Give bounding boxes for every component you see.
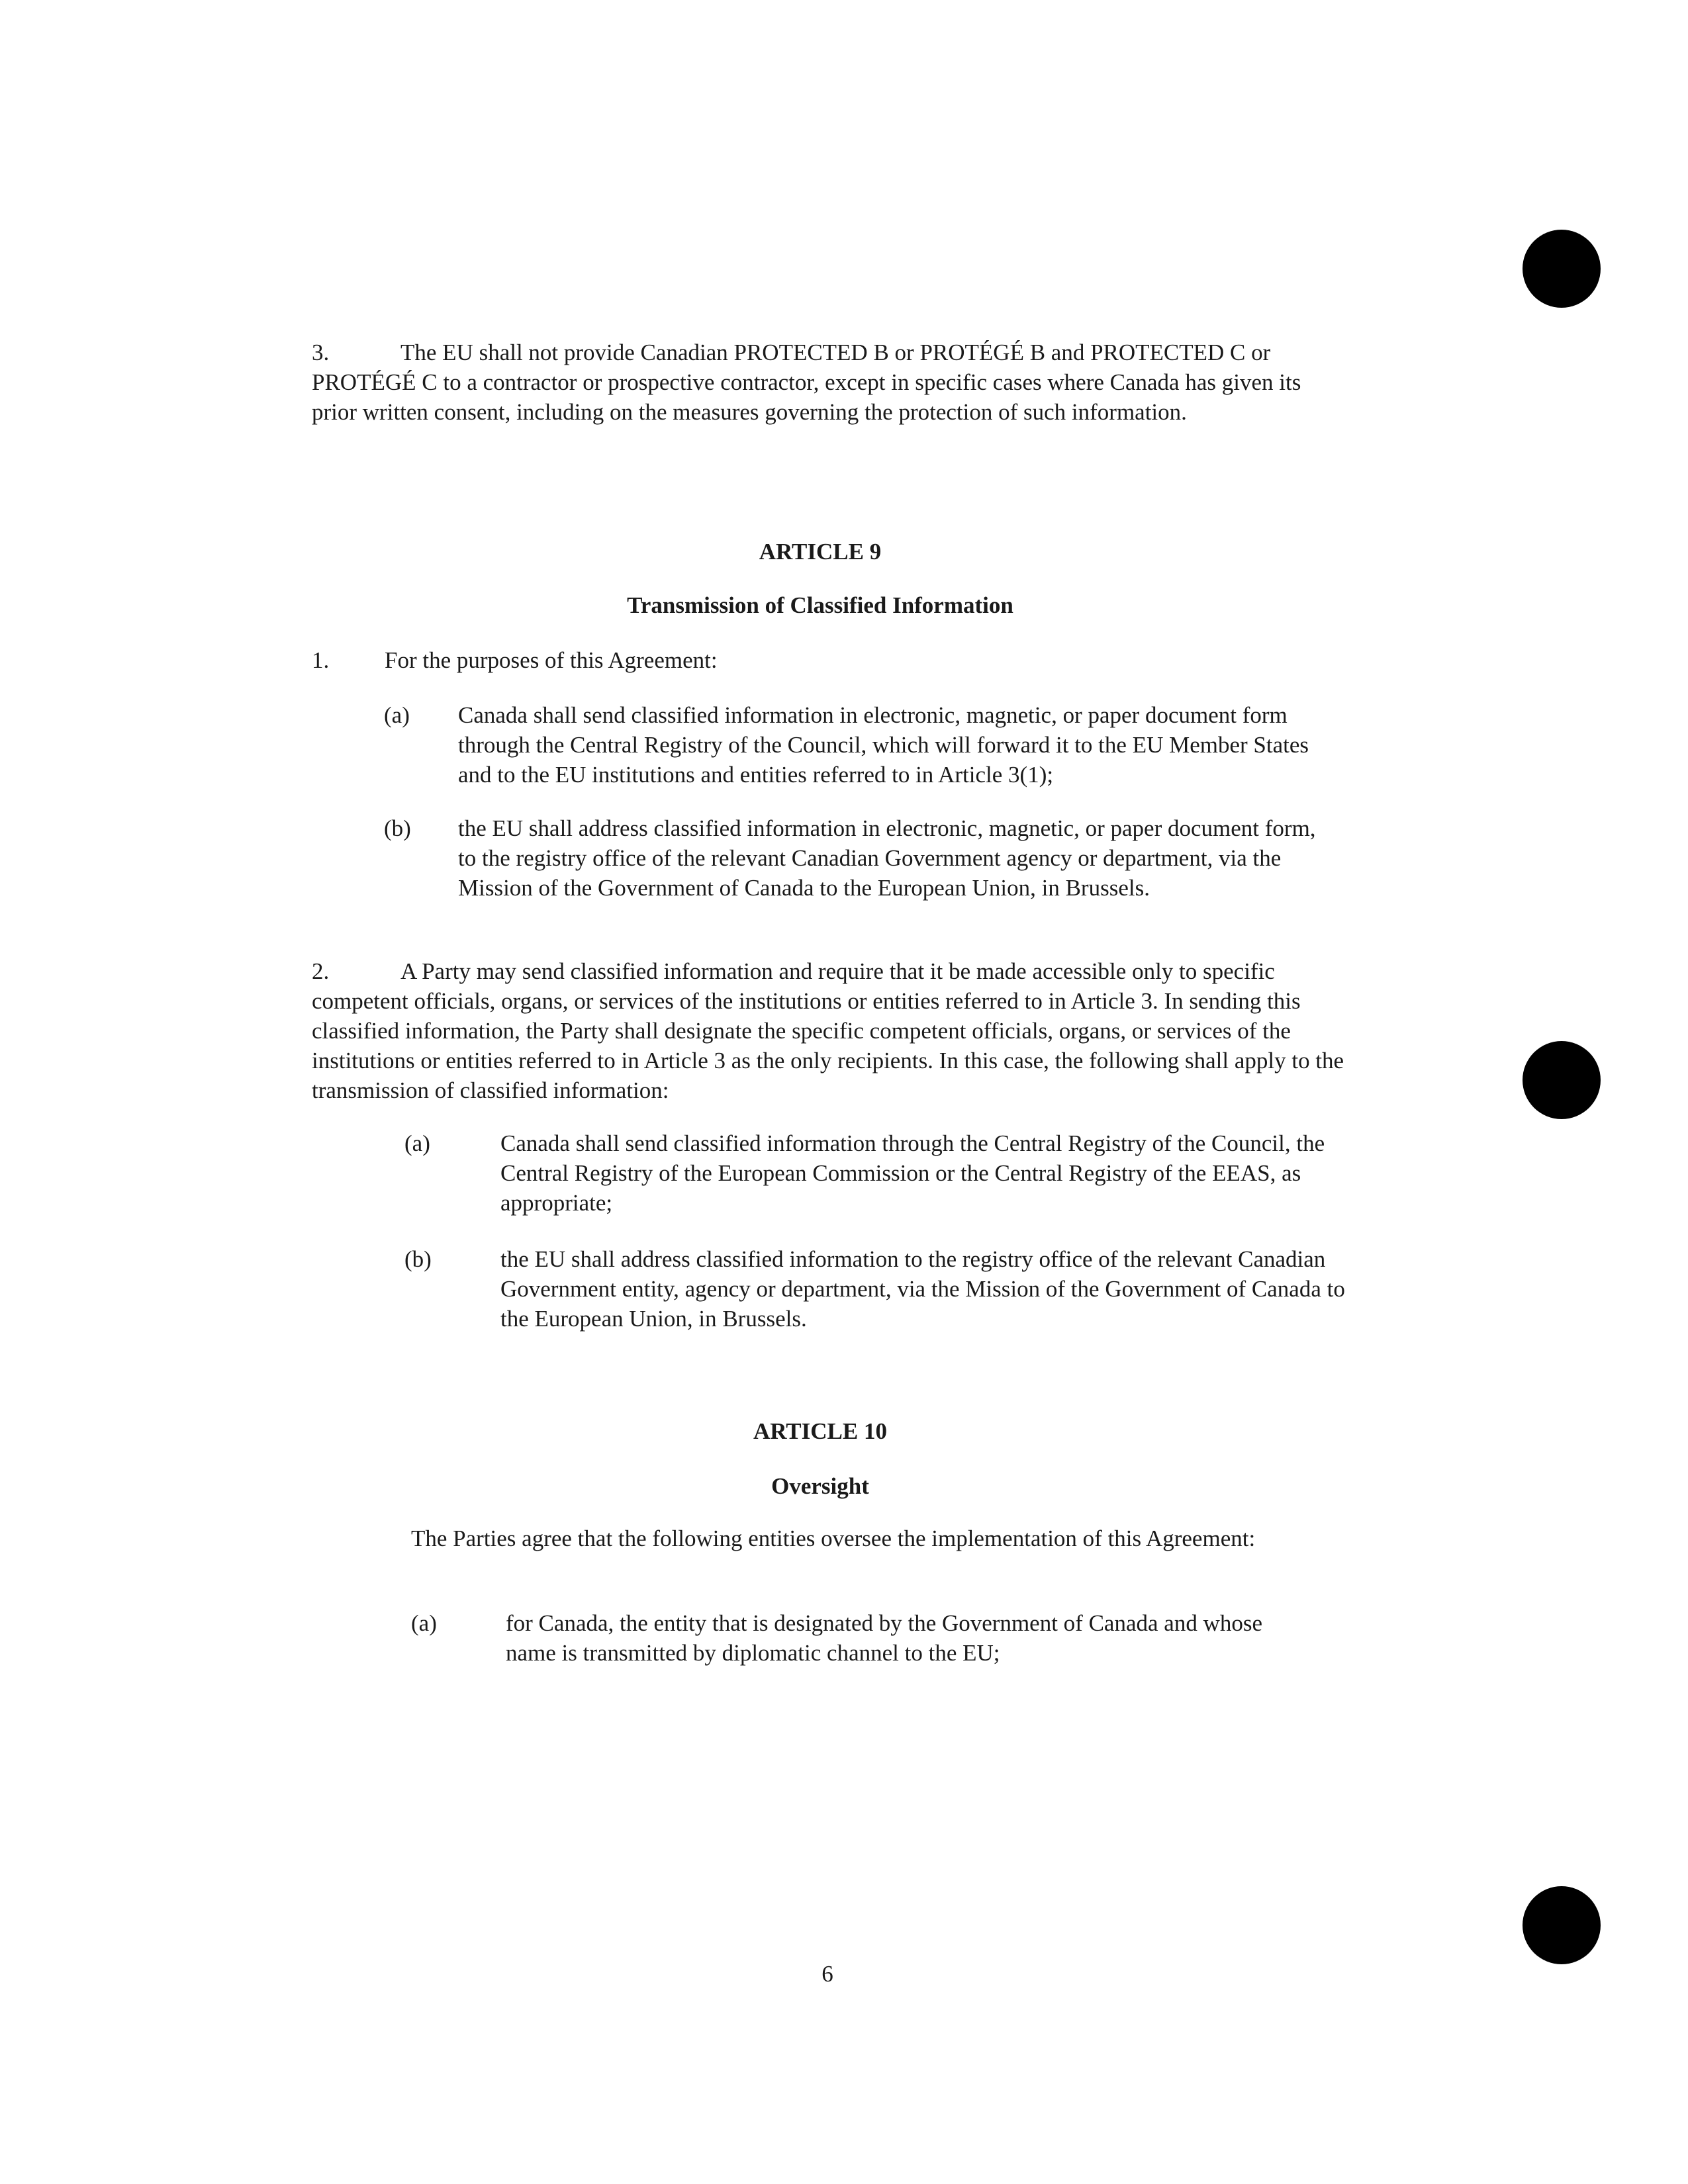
page-number: 6	[821, 1961, 833, 1987]
article-9-paragraph-1-intro: For the purposes of this Agreement:	[385, 647, 718, 673]
article-10-heading: ARTICLE 10	[753, 1418, 887, 1444]
article-9-item-2a-text: Canada shall send classified information through the Central Registry of the Council, the Central Registry of the European Commission or the Central Registry of the EEAS, as appropriate;	[500, 1130, 1325, 1216]
article-9-paragraph-1-number: 1.	[312, 647, 330, 673]
article-9-item-1b-text: the EU shall address classified information in electronic, magnetic, or paper document form, to the registry office of the relevant Canadian Government agency or department, via the Mission of the Government of Canada to the European Union, in Brussels.	[458, 815, 1316, 901]
article-9-heading: ARTICLE 9	[759, 539, 882, 565]
punch-hole-middle	[1523, 1041, 1601, 1119]
paragraph-3	[312, 338, 1344, 427]
punch-hole-top	[1523, 230, 1601, 308]
article-9-title: Transmission of Classified Information	[627, 592, 1013, 618]
article-10-item-a-text: for Canada, the entity that is designated by the Government of Canada and whose name is transmitted by diplomatic channel to the EU;	[506, 1610, 1263, 1666]
article-9-paragraph-1	[312, 645, 1371, 675]
article-10-title: Oversight	[771, 1473, 869, 1499]
article-9-item-1a-label: (a)	[384, 702, 410, 728]
article-9-item-2b	[404, 1244, 1358, 1337]
article-9-paragraph-2	[312, 956, 1344, 1105]
paragraph-3-text: The EU shall not provide Canadian PROTECTED B or PROTÉGÉ B and PROTECTED C or PROTÉGÉ C to a contractor or prospective contractor, except in specific cases where Canada has given its prior written consent, including on the measures governing the protection of such information.	[312, 340, 1301, 425]
article-10-intro: The Parties agree that the following entities oversee the implementation of this Agreement:	[411, 1525, 1256, 1551]
article-9-item-1b	[384, 813, 1337, 939]
article-10-item-a	[411, 1608, 1364, 1674]
article-9-item-1b-label: (b)	[384, 815, 411, 841]
article-9-item-1a	[384, 700, 1337, 826]
article-9-item-2a	[404, 1128, 1358, 1221]
paragraph-3-number: 3.	[312, 340, 330, 365]
article-9-item-2b-text: the EU shall address classified information to the registry office of the relevant Canadian Government entity, agency or department, via the Mission of the Government of Canada to the European Union, in Brussels.	[500, 1246, 1345, 1332]
article-9-paragraph-2-text: A Party may send classified information and require that it be made accessible only to specific competent officials, organs, or services of the institutions or entities referred to in Article 3. In sending this classified information, the Party shall designate the specific competent officials, organs, or services of the institutions or entities referred to in Article 3 as the only recipients. In this case, the following shall apply to the transmission of classified information:	[312, 958, 1344, 1103]
article-9-item-2a-label: (a)	[404, 1130, 430, 1156]
article-9-item-1a-text: Canada shall send classified information in electronic, magnetic, or paper document form through the Central Registry of the Council, which will forward it to the EU Member States and to the EU institutions and entities referred to in Article 3(1);	[458, 702, 1309, 788]
punch-hole-bottom	[1523, 1886, 1601, 1964]
article-9-item-2b-label: (b)	[404, 1246, 432, 1272]
article-10-item-a-label: (a)	[411, 1610, 437, 1636]
article-9-paragraph-2-number: 2.	[312, 958, 330, 984]
